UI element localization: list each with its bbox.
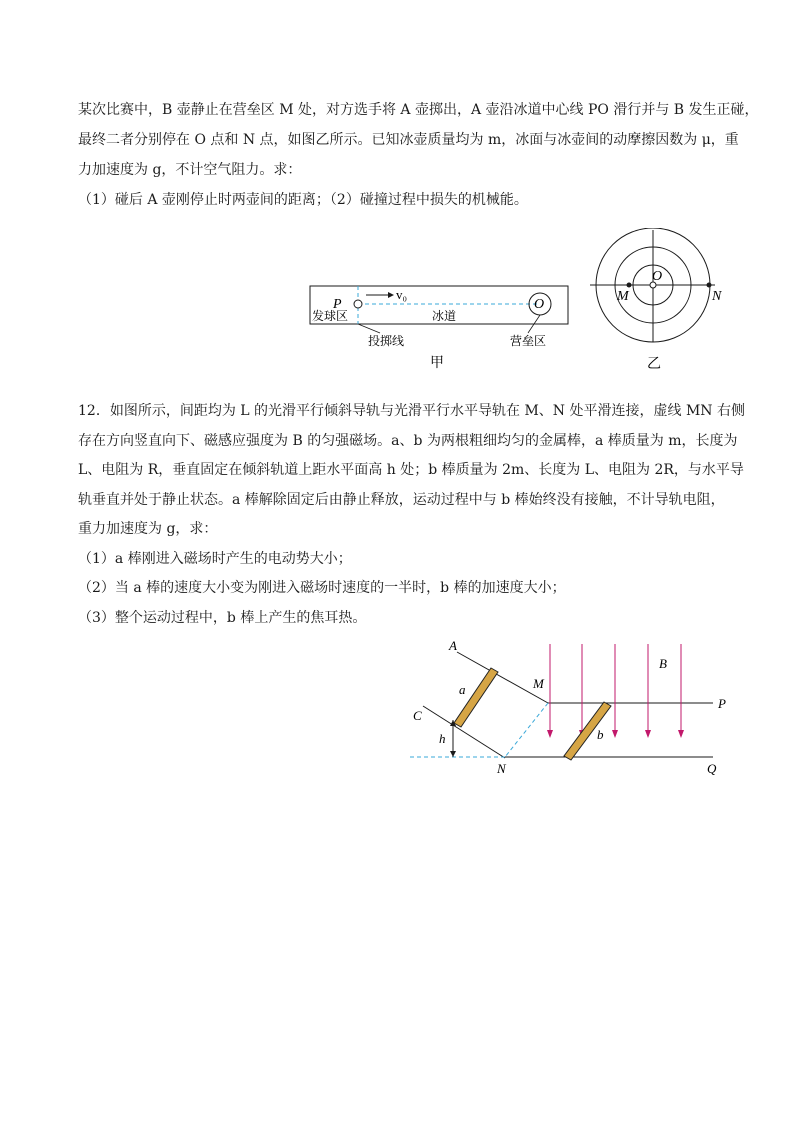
field-arrow-icon: [678, 730, 684, 738]
field-arrow-icon: [547, 730, 553, 738]
label-O-yi: O: [652, 269, 663, 284]
label-M-yi: M: [617, 289, 629, 304]
caption-yi: 乙: [647, 357, 661, 372]
field-arrow-icon: [612, 730, 618, 738]
point-M: [627, 283, 632, 288]
p12-line-4: 轨垂直并处于静止状态。a 棒解除固定后由静止释放，运动过程中与 b 棒始终没有接触，不计导轨电阻，: [78, 492, 725, 508]
label-O: O: [534, 297, 545, 312]
caption-jia: 甲: [430, 356, 444, 371]
boundary-MN: [505, 703, 548, 757]
leader-toutui: [358, 324, 380, 333]
height-arrow-down-icon: [450, 751, 456, 757]
label-C: C: [413, 708, 422, 723]
start-point: [354, 300, 362, 308]
p11-line-1: 某次比赛中，B 壶静止在营垒区 M 处，对方选手将 A 壶掷出，A 壶沿冰道中心线 PO 滑行并与 B 发生正碰，: [78, 102, 759, 118]
label-toutui: 投掷线: [368, 334, 405, 348]
p11-line-3: 力加速度为 g，不计空气阻力。求：: [78, 162, 302, 178]
label-bingdao: 冰道: [432, 309, 457, 323]
point-N: [707, 283, 712, 288]
p12-line-1: 12．如图所示，间距均为 L 的光滑平行倾斜导轨与光滑平行水平导轨在 M、N 处平滑连接，虚线 MN 右侧: [78, 403, 745, 419]
label-b: b: [597, 727, 604, 742]
label-a: a: [459, 682, 466, 697]
p12-line-5: 重力加速度为 g，求：: [78, 521, 218, 537]
rod-b: [564, 702, 611, 760]
figure-yi: [585, 228, 725, 378]
p12-question-1: （1）a 棒刚进入磁场时产生的电动势大小；: [78, 551, 352, 567]
label-N: N: [497, 761, 506, 776]
p12-line-2: 存在方向竖直向下、磁感应强度为 B 的匀强磁场。a、b 为两根粗细均匀的金属棒，a 棒质量为 m，长度为: [78, 433, 738, 449]
label-P: P: [718, 696, 726, 711]
label-h: h: [439, 731, 446, 746]
p12-line-3: L、电阻为 R，垂直固定在倾斜轨道上距水平面高 h 处；b 棒质量为 2m、长度为 L、电阻为 2R，与水平导: [78, 462, 744, 478]
label-A: A: [449, 638, 457, 653]
p11-line-2: 最终二者分别停在 O 点和 N 点，如图乙所示。已知冰壶质量均为 m，冰面与冰壶间的动摩擦因数为 μ，重: [78, 132, 739, 148]
label-B: B: [659, 656, 667, 671]
rod-a: [454, 668, 498, 727]
label-M: M: [533, 676, 544, 691]
figure-rails: [405, 636, 745, 786]
p12-question-2: （2）当 a 棒的速度大小变为刚进入磁场时速度的一半时，b 棒的加速度大小；: [78, 580, 566, 596]
p11-line-4: （1）碰后 A 壶刚停止时两壶间的距离；（2）碰撞过程中损失的机械能。: [78, 192, 528, 208]
figure-jia: [300, 275, 580, 375]
p12-question-3: （3）整个运动过程中，b 棒上产生的焦耳热。: [78, 610, 367, 626]
label-v0: v₀: [396, 287, 408, 302]
label-fa: 发球区: [312, 309, 349, 323]
arrowhead-icon: [388, 292, 394, 298]
label-Q: Q: [707, 761, 717, 776]
field-arrow-icon: [645, 730, 651, 738]
label-yinglei: 营垒区: [510, 334, 547, 348]
label-N-yi: N: [712, 289, 722, 304]
label-P: P: [333, 297, 342, 312]
